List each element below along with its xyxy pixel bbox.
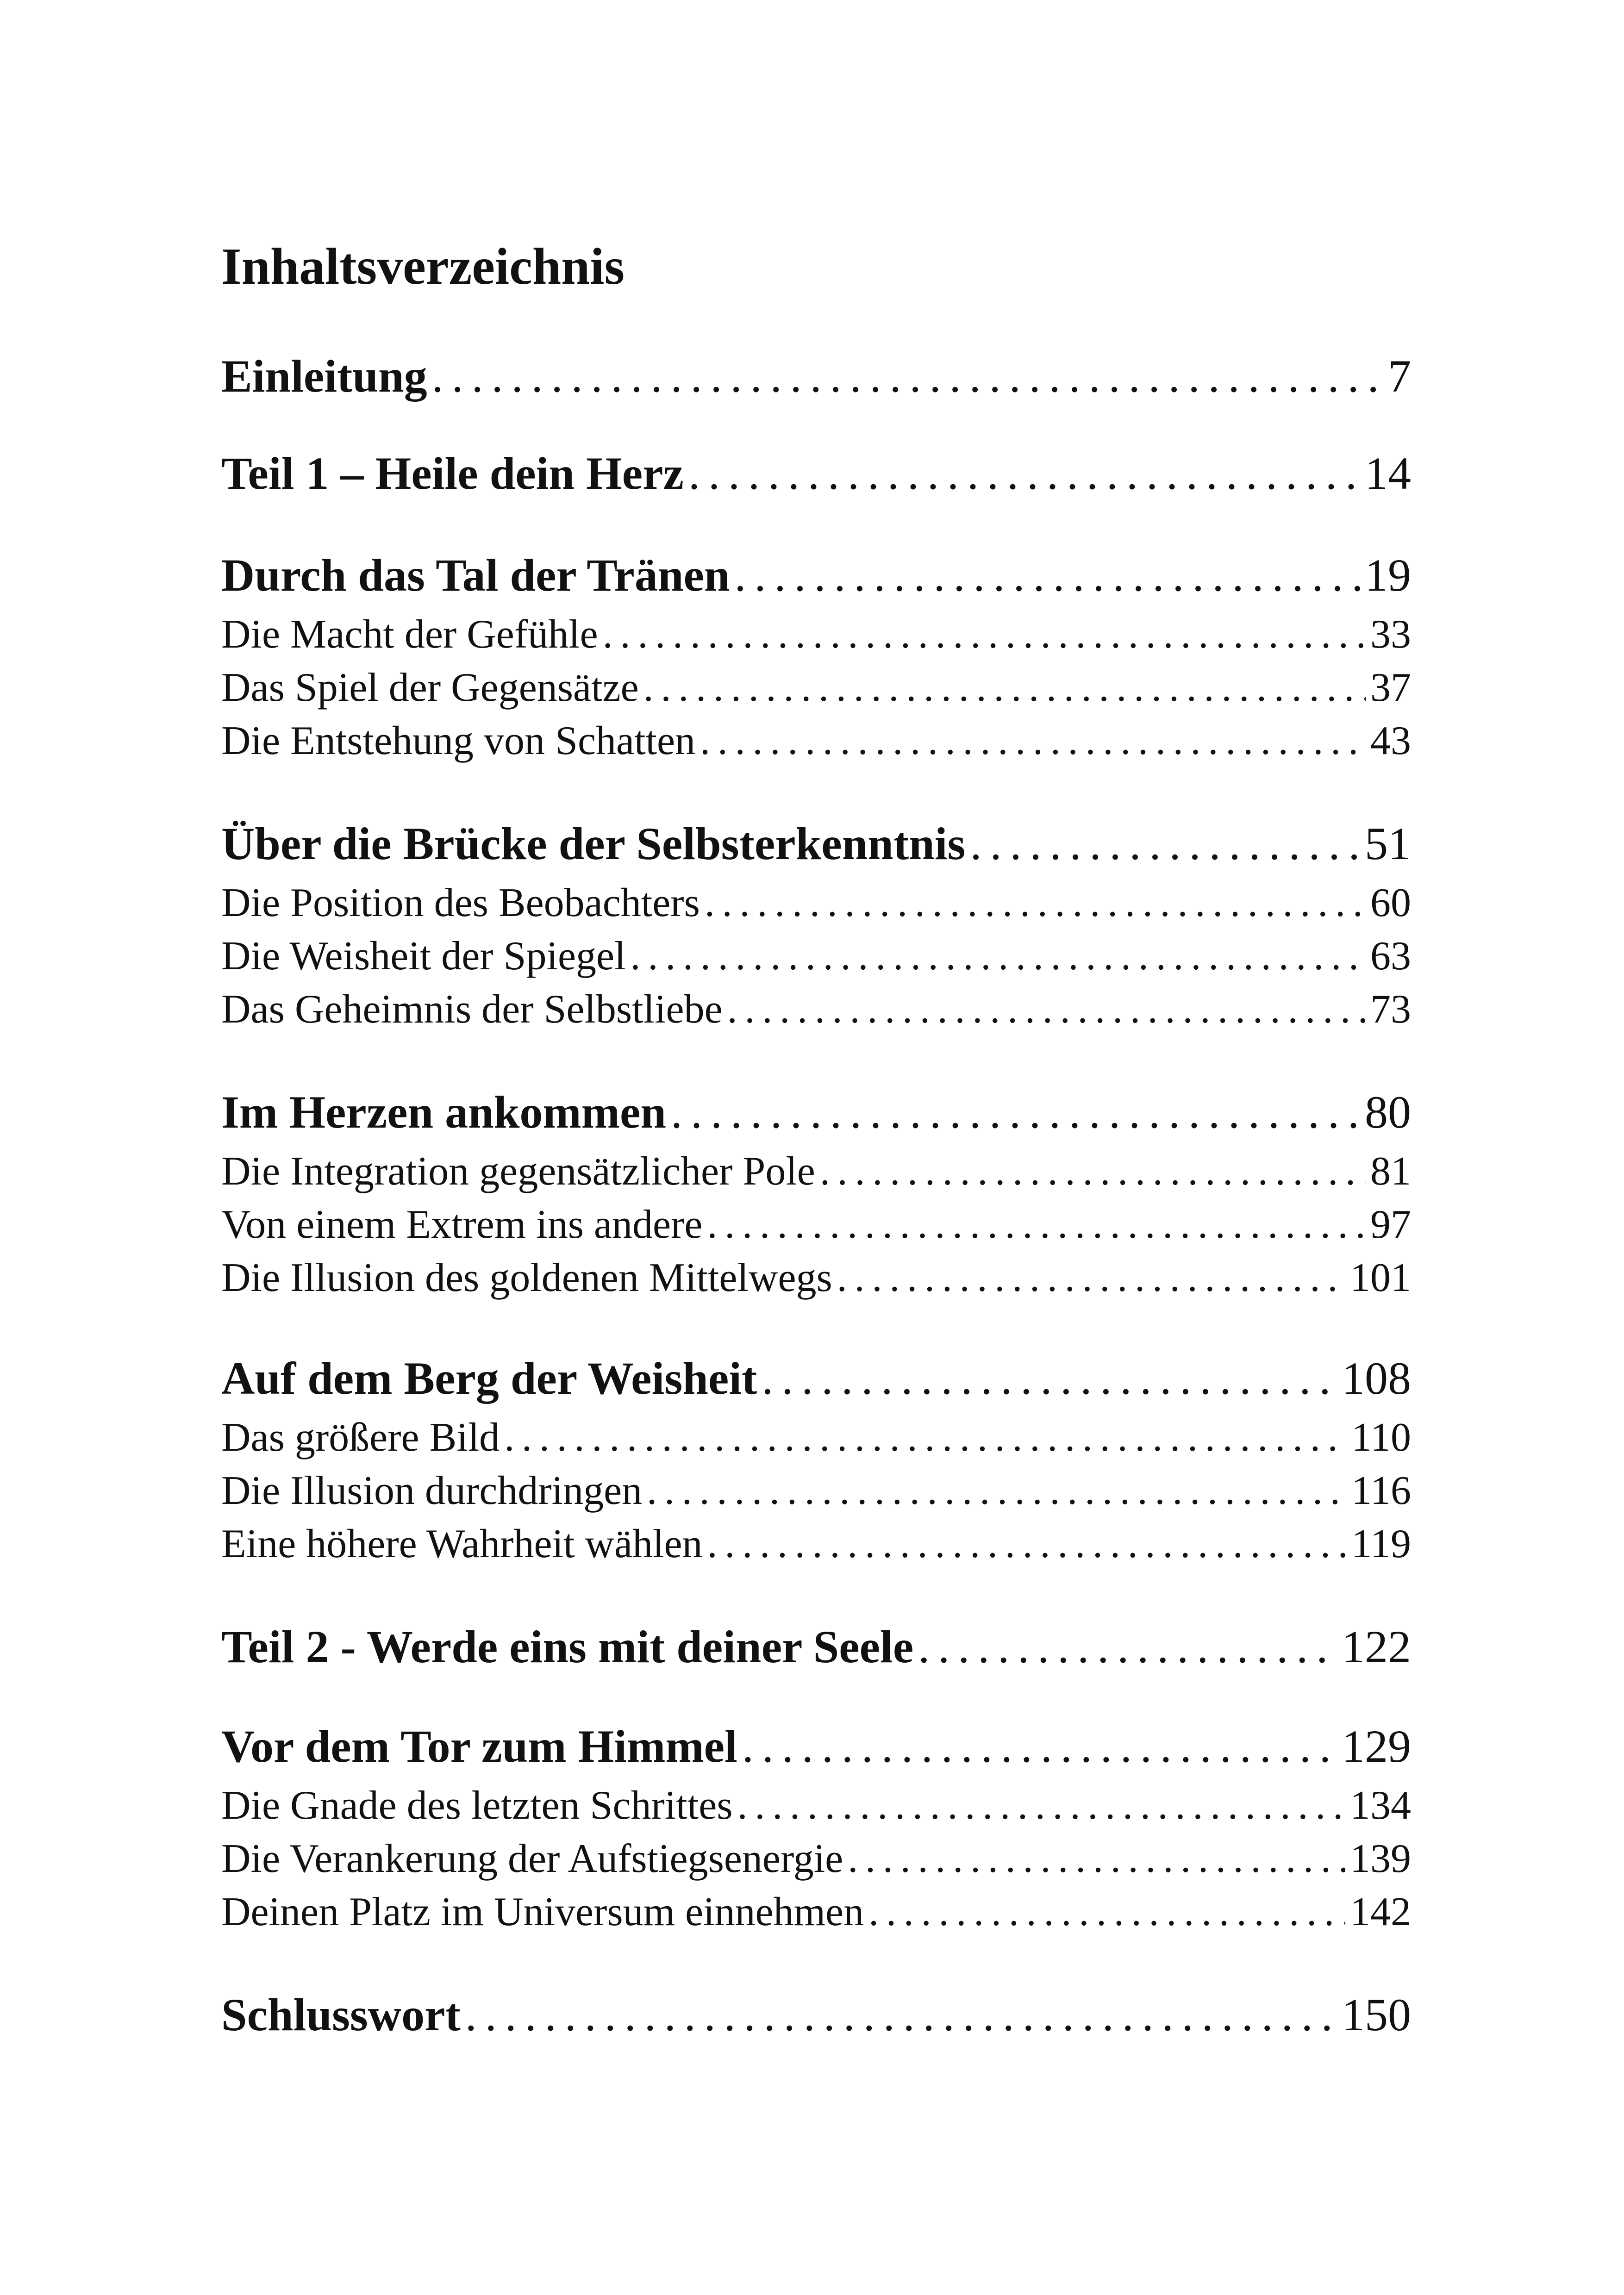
toc-section-entry xyxy=(221,1835,1411,1882)
toc-page-number: 150 xyxy=(1342,1989,1411,2040)
toc-section-entry xyxy=(221,1467,1411,1514)
toc-page-number: 119 xyxy=(1351,1522,1411,1566)
toc-entry-title: Das Geheimnis der Selbstliebe xyxy=(221,987,723,1032)
dot-leader xyxy=(848,1835,1345,1882)
dot-leader xyxy=(647,1467,1347,1514)
toc-entry-title: Die Illusion des goldenen Mittelwegs xyxy=(221,1255,832,1300)
toc-entry-title: Im Herzen ankommen xyxy=(221,1086,666,1138)
dot-leader xyxy=(465,1988,1337,2041)
toc-page-number: 37 xyxy=(1370,665,1411,710)
toc-section-entry xyxy=(221,611,1411,658)
toc-entry-title: Die Illusion durchdringen xyxy=(221,1468,643,1513)
toc-entry-title: Teil 1 – Heile dein Herz xyxy=(221,448,684,499)
dot-leader xyxy=(837,1254,1345,1301)
toc-page-number: 134 xyxy=(1350,1783,1411,1828)
dot-leader xyxy=(868,1889,1345,1935)
toc-entry-title: Die Gnade des letzten Schrittes xyxy=(221,1783,733,1828)
dot-leader xyxy=(762,1352,1337,1405)
toc-entry-title: Über die Brücke der Selbsterkenntnis xyxy=(221,818,966,869)
toc-entry-title: Auf dem Berg der Weisheit xyxy=(221,1353,757,1404)
toc-page-number: 108 xyxy=(1342,1353,1411,1404)
dot-leader xyxy=(688,447,1360,500)
toc-entry-title: Vor dem Tor zum Himmel xyxy=(221,1721,737,1772)
toc-page-number: 97 xyxy=(1370,1202,1411,1247)
toc-page-number: 122 xyxy=(1342,1621,1411,1672)
toc-page-number: 129 xyxy=(1342,1721,1411,1772)
toc-chapter-entry xyxy=(221,1620,1411,1673)
toc-entry-title: Teil 2 - Werde eins mit deiner Seele xyxy=(221,1621,914,1672)
toc-page-number: 73 xyxy=(1370,987,1411,1032)
toc-section-entry xyxy=(221,933,1411,979)
toc-section-entry xyxy=(221,1521,1411,1567)
toc-entry-title: Von einem Extrem ins andere xyxy=(221,1202,703,1247)
dot-leader xyxy=(820,1148,1366,1195)
toc-page-number: 60 xyxy=(1370,880,1411,925)
toc-entry-title: Einleitung xyxy=(221,350,427,402)
toc-section-entry xyxy=(221,1148,1411,1195)
toc-page-number: 63 xyxy=(1370,934,1411,979)
toc-entry-title: Die Weisheit der Spiegel xyxy=(221,934,626,979)
toc-page-number: 51 xyxy=(1365,818,1411,869)
toc-page-number: 19 xyxy=(1365,549,1411,601)
toc-entry-title: Schlusswort xyxy=(221,1989,461,2040)
toc-section-entry xyxy=(221,1201,1411,1248)
dot-leader xyxy=(918,1620,1337,1673)
dot-leader xyxy=(603,611,1366,658)
toc-chapter-entry xyxy=(221,549,1411,602)
dot-leader xyxy=(727,986,1366,1033)
dot-leader xyxy=(707,1201,1366,1248)
toc-entry-title: Deinen Platz im Universum einnehmen xyxy=(221,1890,864,1934)
dot-leader xyxy=(700,717,1366,764)
dot-leader xyxy=(432,349,1383,403)
toc-entry-title: Die Macht der Gefühle xyxy=(221,612,598,657)
toc-page-number: 101 xyxy=(1350,1255,1411,1300)
toc-entry-title: Eine höhere Wahrheit wählen xyxy=(221,1522,703,1566)
dot-leader xyxy=(742,1720,1337,1773)
dot-leader xyxy=(631,933,1366,979)
page-title: Inhaltsverzeichnis xyxy=(221,238,625,295)
toc-section-entry xyxy=(221,1254,1411,1301)
toc-section-entry xyxy=(221,1889,1411,1935)
toc-section-entry xyxy=(221,717,1411,764)
table-of-contents xyxy=(221,0,1411,2295)
dot-leader xyxy=(705,879,1366,926)
toc-section-entry xyxy=(221,664,1411,711)
toc-page-number: 116 xyxy=(1351,1468,1411,1513)
toc-page-number: 7 xyxy=(1388,350,1411,402)
toc-entry-title: Das größere Bild xyxy=(221,1415,500,1460)
toc-page-number: 43 xyxy=(1370,718,1411,763)
toc-entry-title: Durch das Tal der Tränen xyxy=(221,549,730,601)
toc-section-entry xyxy=(221,1782,1411,1829)
toc-section-entry xyxy=(221,986,1411,1033)
dot-leader xyxy=(735,549,1361,602)
toc-chapter-entry xyxy=(221,1720,1411,1773)
toc-page-number: 14 xyxy=(1365,448,1411,499)
toc-entry-title: Die Entstehung von Schatten xyxy=(221,718,696,763)
dot-leader xyxy=(671,1085,1360,1139)
toc-entry-title: Die Position des Beobachters xyxy=(221,880,700,925)
dot-leader xyxy=(643,664,1366,711)
toc-chapter-entry xyxy=(221,349,1411,403)
toc-section-entry xyxy=(221,879,1411,926)
dot-leader xyxy=(970,817,1360,870)
toc-chapter-entry xyxy=(221,447,1411,500)
toc-page-number: 33 xyxy=(1370,612,1411,657)
toc-page-number: 81 xyxy=(1370,1149,1411,1194)
toc-entry-title: Die Verankerung der Aufstiegsenergie xyxy=(221,1836,843,1881)
toc-page-number: 139 xyxy=(1350,1836,1411,1881)
toc-chapter-entry xyxy=(221,1085,1411,1139)
toc-page-number: 142 xyxy=(1350,1890,1411,1934)
toc-page-number: 80 xyxy=(1365,1086,1411,1138)
dot-leader xyxy=(504,1414,1347,1461)
toc-section-entry xyxy=(221,1414,1411,1461)
toc-chapter-entry xyxy=(221,1988,1411,2041)
dot-leader xyxy=(707,1521,1347,1567)
dot-leader xyxy=(737,1782,1345,1829)
toc-entry-title: Die Integration gegensätzlicher Pole xyxy=(221,1149,815,1194)
toc-page-number: 110 xyxy=(1351,1415,1411,1460)
toc-entry-title: Das Spiel der Gegensätze xyxy=(221,665,639,710)
toc-chapter-entry xyxy=(221,1352,1411,1405)
toc-chapter-entry xyxy=(221,817,1411,870)
